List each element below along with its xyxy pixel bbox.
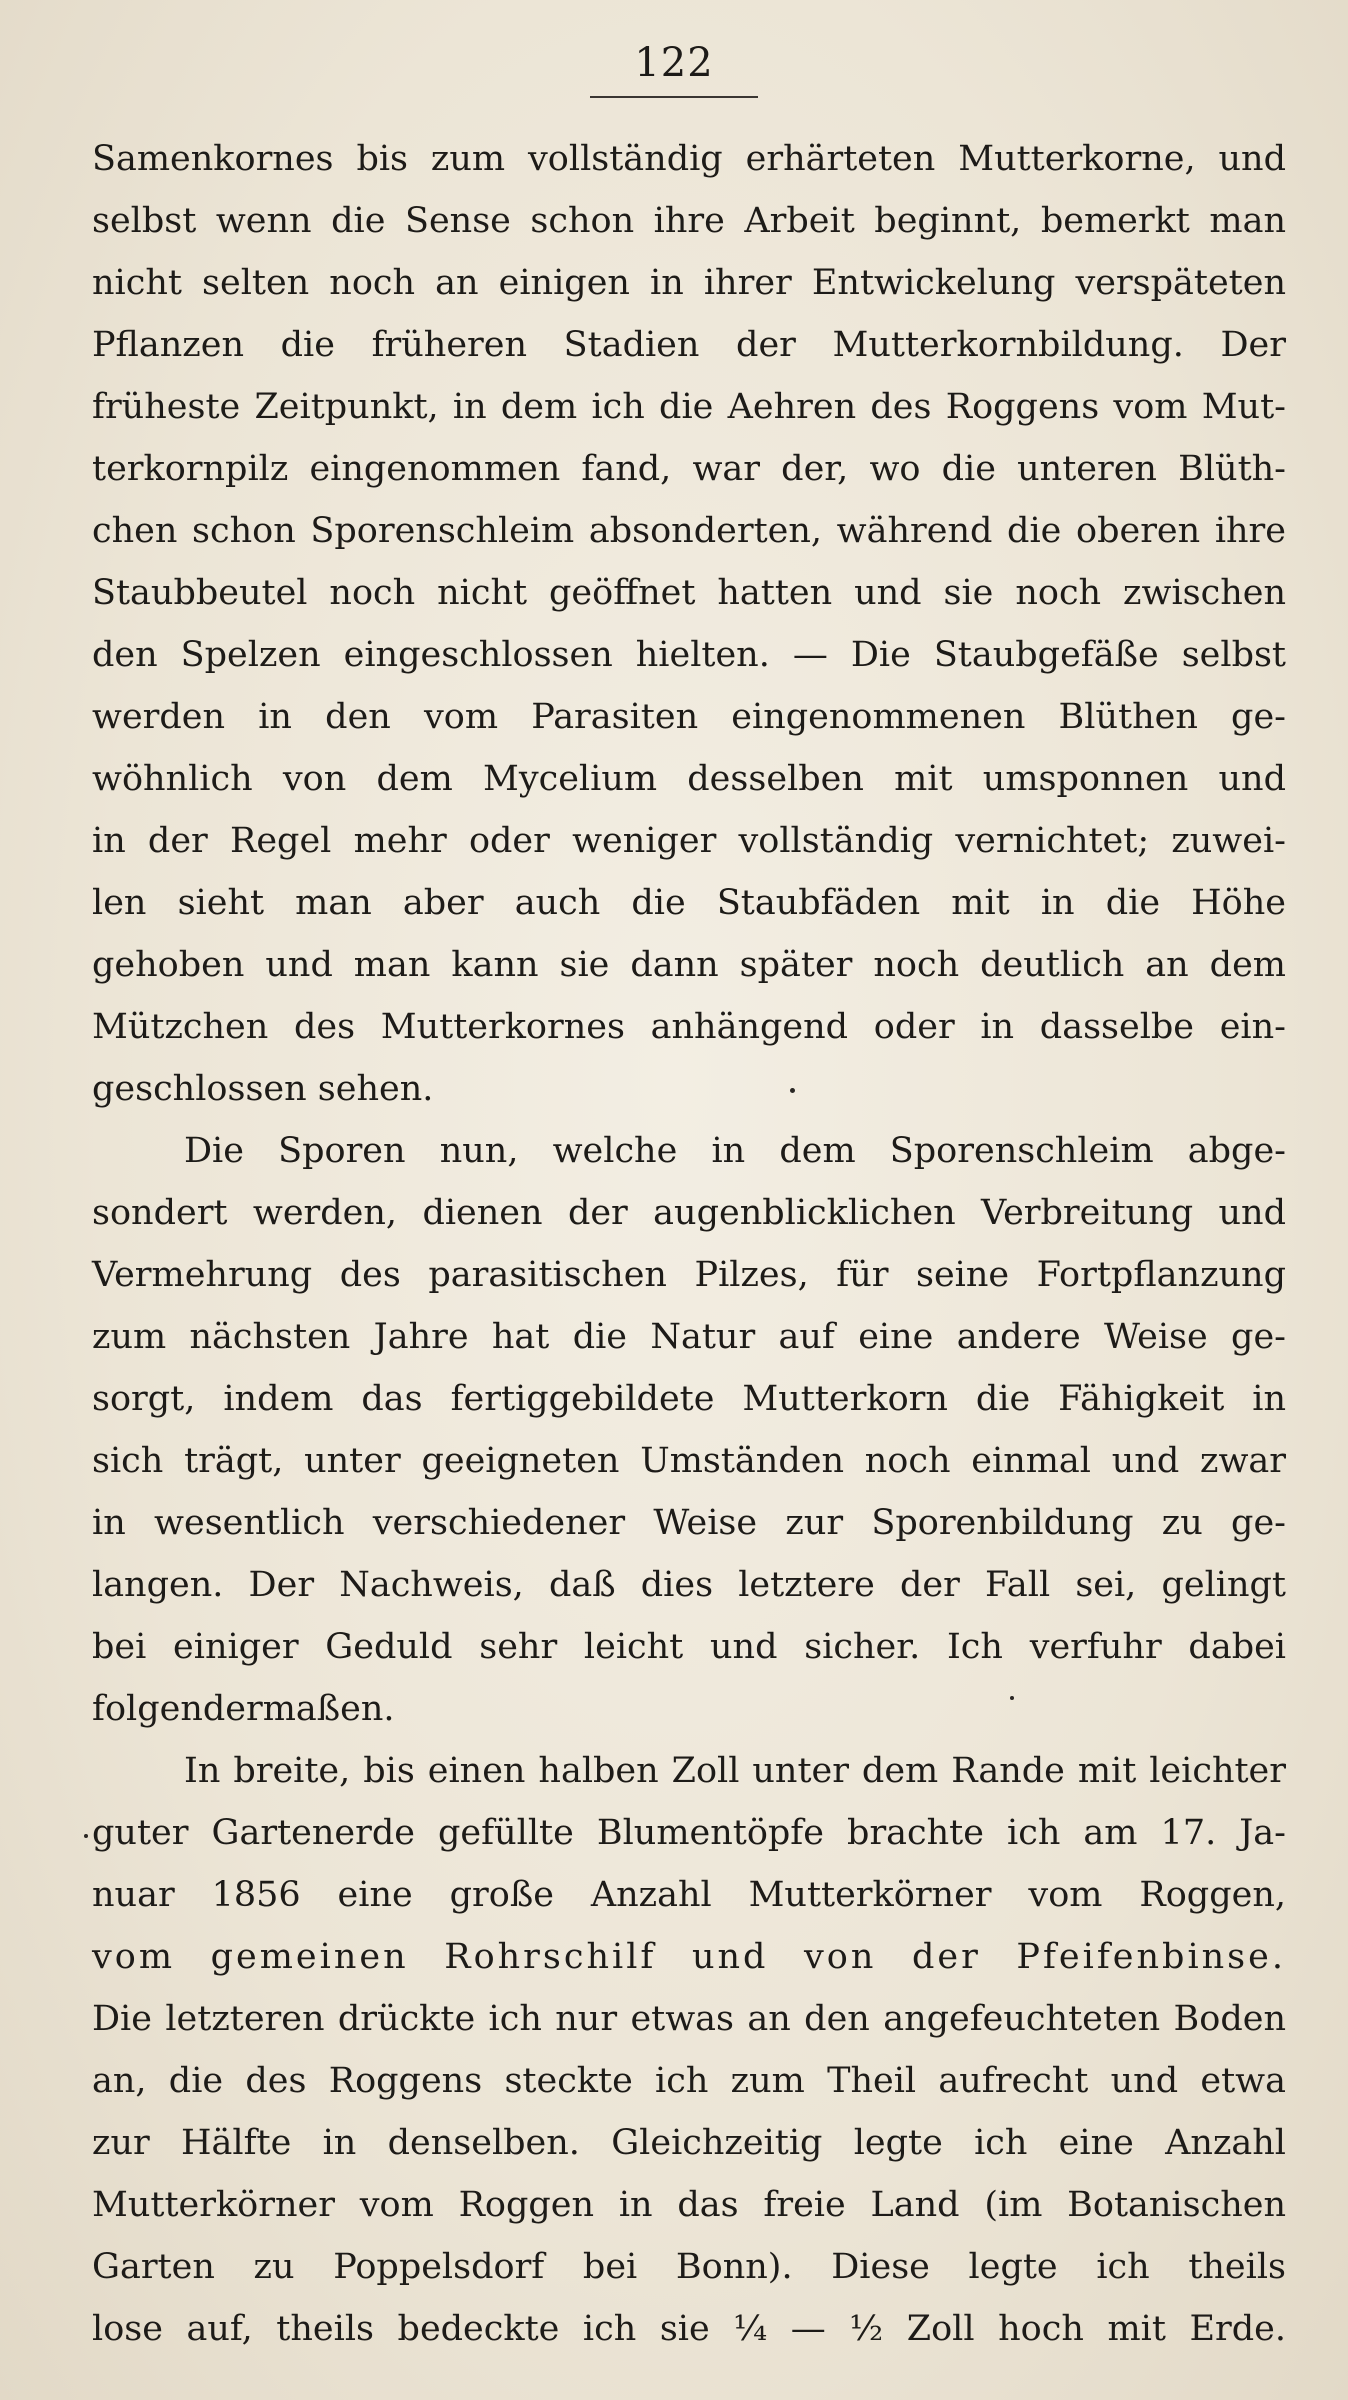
paragraph-3 <box>92 1740 1286 2360</box>
text-line: nicht selten noch an einigen in ihrer Entwickelung verspäteten <box>92 263 1286 303</box>
paragraph-1 <box>92 128 1286 1120</box>
text-line: folgendermaßen. <box>92 1689 395 1729</box>
text-line: Die Sporen nun, welche in dem Sporenschleim abge- <box>184 1131 1286 1171</box>
text-line: sondert werden, dienen der augenblicklichen Verbreitung und <box>92 1193 1286 1233</box>
text-line: geschlossen sehen. <box>92 1069 434 1109</box>
text-line: in wesentlich verschiedener Weise zur Sporenbildung zu ge- <box>92 1503 1286 1543</box>
page-number: 122 <box>634 40 714 86</box>
text-line: Garten zu Poppelsdorf bei Bonn). Diese legte ich theils <box>92 2247 1286 2287</box>
body-text <box>92 128 1286 2360</box>
print-speck <box>1010 1696 1014 1700</box>
text-line: nuar 1856 eine große Anzahl Mutterkörner vom Roggen, <box>92 1875 1286 1915</box>
text-line: wöhnlich von dem Mycelium desselben mit umsponnen und <box>92 759 1286 799</box>
text-line: chen schon Sporenschleim absonderten, während die oberen ihre <box>92 511 1286 551</box>
text-line: Pflanzen die früheren Stadien der Mutterkornbildung. Der <box>92 325 1286 365</box>
header-rule <box>590 96 758 98</box>
text-line: zur Hälfte in denselben. Gleichzeitig legte ich eine Anzahl <box>92 2123 1286 2163</box>
text-line: werden in den vom Parasiten eingenommenen Blüthen ge- <box>92 697 1286 737</box>
text-line: Die letzteren drückte ich nur etwas an den angefeuchteten Boden <box>92 1999 1286 2039</box>
text-line: len sieht man aber auch die Staubfäden mit in die Höhe <box>92 883 1286 923</box>
print-speck <box>790 1088 795 1093</box>
text-line: gehoben und man kann sie dann später noch deutlich an dem <box>92 945 1286 985</box>
text-line: terkornpilz eingenommen fand, war der, wo die unteren Blüth- <box>92 449 1286 489</box>
paragraph-2 <box>92 1120 1286 1740</box>
text-line: sich trägt, unter geeigneten Umständen noch einmal und zwar <box>92 1441 1286 1481</box>
text-line: lose auf, theils bedeckte ich sie ¼ — ½ Zoll hoch mit Erde. <box>92 2309 1286 2349</box>
text-line: sorgt, indem das fertiggebildete Mutterkorn die Fähigkeit in <box>92 1379 1286 1419</box>
text-line: den Spelzen eingeschlossen hielten. — Die Staubgefäße selbst <box>92 635 1286 675</box>
text-line: langen. Der Nachweis, daß dies letztere der Fall sei, gelingt <box>92 1565 1286 1605</box>
text-line: bei einiger Geduld sehr leicht und sicher. Ich verfuhr dabei <box>92 1627 1286 1667</box>
text-line: Vermehrung des parasitischen Pilzes, für seine Fortpflanzung <box>92 1255 1286 1295</box>
text-line: Mützchen des Mutterkornes anhängend oder in dasselbe ein- <box>92 1007 1286 1047</box>
text-line: Staubbeutel noch nicht geöffnet hatten und sie noch zwischen <box>92 573 1286 613</box>
text-line: Mutterkörner vom Roggen in das freie Land (im Botanischen <box>92 2185 1286 2225</box>
text-line: Samenkornes bis zum vollständig erhärteten Mutterkorne, und <box>92 139 1286 179</box>
text-line: zum nächsten Jahre hat die Natur auf eine andere Weise ge- <box>92 1317 1286 1357</box>
text-line: früheste Zeitpunkt, in dem ich die Aehren des Roggens vom Mut- <box>92 387 1286 427</box>
text-line: vom gemeinen Rohrschilf und von der Pfeifenbinse. <box>92 1937 1286 1977</box>
text-line: in der Regel mehr oder weniger vollständig vernichtet; zuwei- <box>92 821 1286 861</box>
text-line: an, die des Roggens steckte ich zum Theil aufrecht und etwa <box>92 2061 1286 2101</box>
text-line: selbst wenn die Sense schon ihre Arbeit beginnt, bemerkt man <box>92 201 1286 241</box>
text-line: guter Gartenerde gefüllte Blumentöpfe brachte ich am 17. Ja- <box>92 1813 1286 1853</box>
text-line: In breite, bis einen halben Zoll unter dem Rande mit leichter <box>184 1751 1286 1791</box>
print-speck <box>84 1834 88 1838</box>
